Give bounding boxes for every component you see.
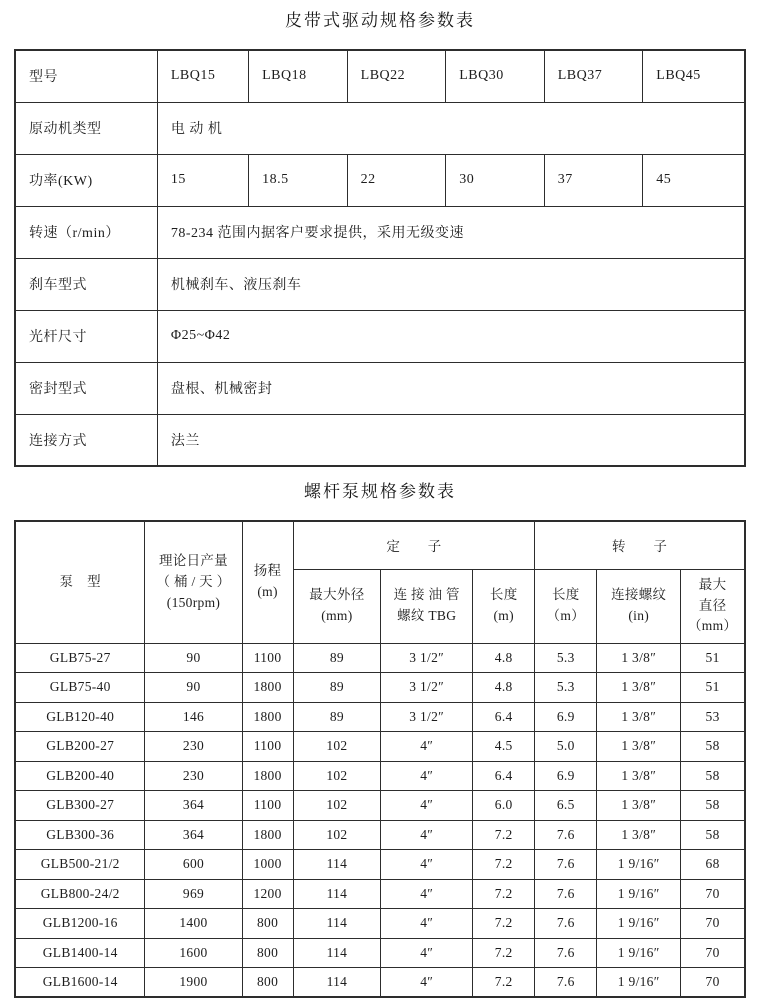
table-row: [15, 50, 745, 102]
table-cell: 3 1/2″: [381, 702, 473, 732]
table-row: [15, 206, 745, 258]
table-cell: 机械刹车、液压刹车: [157, 258, 745, 310]
row-label: GLB500-21/2: [15, 850, 145, 880]
table-cell: 90: [145, 673, 242, 703]
table-cell: 7.6: [535, 879, 597, 909]
table-cell: 70: [681, 879, 745, 909]
table-cell: 230: [145, 732, 242, 762]
table-cell: 5.3: [535, 643, 597, 673]
table-cell: 6.4: [473, 761, 535, 791]
table-cell: 102: [293, 732, 381, 762]
table-row: [15, 702, 745, 732]
row-label: 转速（r/min）: [15, 206, 157, 258]
table-cell: 4″: [381, 909, 473, 939]
screw-pump-table-body: [15, 643, 745, 997]
table-cell: 1100: [242, 791, 293, 821]
table-cell: 4″: [381, 761, 473, 791]
table-cell: 1 3/8″: [597, 702, 681, 732]
table-cell: 4.5: [473, 732, 535, 762]
column-header: 最大 直径 （mm）: [681, 569, 745, 643]
table-cell: 7.6: [535, 909, 597, 939]
row-label: GLB1400-14: [15, 938, 145, 968]
table-cell: 4″: [381, 732, 473, 762]
table-cell: 18.5: [249, 154, 348, 206]
table-row: [15, 938, 745, 968]
table-row: [15, 258, 745, 310]
column-header-pump-type: 泵 型: [15, 521, 145, 643]
table-cell: 7.2: [473, 879, 535, 909]
table-cell: 1800: [242, 673, 293, 703]
table-cell: 1100: [242, 732, 293, 762]
row-label: 功率(KW): [15, 154, 157, 206]
row-label: GLB120-40: [15, 702, 145, 732]
table-cell: 7.2: [473, 850, 535, 880]
table-row: [15, 414, 745, 466]
table-cell: 7.6: [535, 938, 597, 968]
table-cell: 70: [681, 938, 745, 968]
table-cell: 1 3/8″: [597, 791, 681, 821]
column-header: 最大外径 (mm): [293, 569, 381, 643]
table-cell: 6.9: [535, 761, 597, 791]
row-label: GLB200-40: [15, 761, 145, 791]
row-label: GLB1600-14: [15, 968, 145, 998]
table-row: [15, 879, 745, 909]
table-cell: 800: [242, 909, 293, 939]
table-cell: Φ25~Φ42: [157, 310, 745, 362]
table-cell: 364: [145, 820, 242, 850]
table-row: [15, 761, 745, 791]
table-cell: 102: [293, 761, 381, 791]
table-row: [15, 850, 745, 880]
table-cell: 70: [681, 909, 745, 939]
row-label: 刹车型式: [15, 258, 157, 310]
table-row: [15, 791, 745, 821]
table-cell: 68: [681, 850, 745, 880]
row-label: GLB200-27: [15, 732, 145, 762]
column-header: 连接螺纹 (in): [597, 569, 681, 643]
column-header-daily-output: 理论日产量 （ 桶 / 天 ） (150rpm): [145, 521, 242, 643]
table-cell: LBQ18: [249, 50, 348, 102]
table-cell: 7.6: [535, 968, 597, 998]
screw-pump-table-head: [15, 521, 745, 643]
table-cell: 6.5: [535, 791, 597, 821]
table-cell: 4″: [381, 791, 473, 821]
table-cell: 102: [293, 820, 381, 850]
table-cell: 7.2: [473, 938, 535, 968]
row-label: GLB75-27: [15, 643, 145, 673]
table-cell: 230: [145, 761, 242, 791]
row-label: 光杆尺寸: [15, 310, 157, 362]
table-cell: 89: [293, 673, 381, 703]
table-cell: 4″: [381, 968, 473, 998]
table-cell: 4.8: [473, 673, 535, 703]
table-cell: 1800: [242, 702, 293, 732]
header-group-row: [15, 521, 745, 569]
table-cell: LBQ45: [643, 50, 745, 102]
table-cell: 90: [145, 643, 242, 673]
screw-pump-table-title: 螺杆泵规格参数表: [304, 482, 456, 501]
row-label: 原动机类型: [15, 102, 157, 154]
row-label: 密封型式: [15, 362, 157, 414]
table-cell: 1 9/16″: [597, 879, 681, 909]
table-cell: 1800: [242, 820, 293, 850]
table-cell: 114: [293, 850, 381, 880]
belt-drive-table-title: 皮带式驱动规格参数表: [285, 11, 475, 30]
table-cell: 1 9/16″: [597, 938, 681, 968]
table-cell: LBQ22: [347, 50, 446, 102]
column-group-rotor: 转 子: [535, 521, 745, 569]
table-cell: 7.2: [473, 909, 535, 939]
column-header: 连 接 油 管 螺纹 TBG: [381, 569, 473, 643]
table-cell: 1000: [242, 850, 293, 880]
table-cell: 58: [681, 791, 745, 821]
table-cell: 89: [293, 643, 381, 673]
table-cell: 1100: [242, 643, 293, 673]
table-row: [15, 732, 745, 762]
table-cell: 法兰: [157, 414, 745, 466]
table-cell: 58: [681, 732, 745, 762]
row-label: GLB800-24/2: [15, 879, 145, 909]
table-cell: 114: [293, 879, 381, 909]
table-cell: 7.2: [473, 820, 535, 850]
table-cell: 1400: [145, 909, 242, 939]
table-cell: 37: [544, 154, 643, 206]
table-cell: 15: [157, 154, 248, 206]
table-cell: LBQ37: [544, 50, 643, 102]
table-cell: 4″: [381, 850, 473, 880]
table-cell: LBQ30: [446, 50, 545, 102]
row-label: GLB75-40: [15, 673, 145, 703]
table-cell: 30: [446, 154, 545, 206]
table-cell: 45: [643, 154, 745, 206]
column-header: 长度 （m）: [535, 569, 597, 643]
column-group-stator: 定 子: [293, 521, 535, 569]
table-cell: 114: [293, 968, 381, 998]
table-cell: 364: [145, 791, 242, 821]
column-header: 长度 (m): [473, 569, 535, 643]
column-header-lift: 扬程 (m): [242, 521, 293, 643]
row-label: 型号: [15, 50, 157, 102]
table-cell: 3 1/2″: [381, 673, 473, 703]
table-cell: 800: [242, 968, 293, 998]
row-label: GLB1200-16: [15, 909, 145, 939]
table-cell: 7.2: [473, 968, 535, 998]
table-cell: 6.9: [535, 702, 597, 732]
table-cell: 4.8: [473, 643, 535, 673]
row-label: 连接方式: [15, 414, 157, 466]
table-cell: 盘根、机械密封: [157, 362, 745, 414]
table-cell: 102: [293, 791, 381, 821]
row-label: GLB300-36: [15, 820, 145, 850]
table-cell: 1 9/16″: [597, 909, 681, 939]
table-cell: 78-234 范围内据客户要求提供，采用无级变速: [157, 206, 745, 258]
table-cell: LBQ15: [157, 50, 248, 102]
table-cell: 5.0: [535, 732, 597, 762]
table-cell: 1 3/8″: [597, 761, 681, 791]
table-cell: 114: [293, 938, 381, 968]
screw-pump-table: [14, 520, 746, 998]
table-cell: 1 9/16″: [597, 968, 681, 998]
table-cell: 1900: [145, 968, 242, 998]
table-cell: 58: [681, 761, 745, 791]
table-cell: 6.4: [473, 702, 535, 732]
table-cell: 58: [681, 820, 745, 850]
table-row: [15, 362, 745, 414]
table-row: [15, 154, 745, 206]
table-row: [15, 643, 745, 673]
table-cell: 4″: [381, 879, 473, 909]
table-cell: 1200: [242, 879, 293, 909]
table-cell: 4″: [381, 820, 473, 850]
table-cell: 1 3/8″: [597, 732, 681, 762]
table-cell: 5.3: [535, 673, 597, 703]
table-cell: 53: [681, 702, 745, 732]
table-cell: 969: [145, 879, 242, 909]
table-cell: 1800: [242, 761, 293, 791]
table-cell: 1 9/16″: [597, 850, 681, 880]
table-cell: 4″: [381, 938, 473, 968]
table-cell: 1 3/8″: [597, 643, 681, 673]
table-cell: 电 动 机: [157, 102, 745, 154]
table-row: [15, 102, 745, 154]
table-cell: 6.0: [473, 791, 535, 821]
table-cell: 22: [347, 154, 446, 206]
table-cell: 146: [145, 702, 242, 732]
row-label: GLB300-27: [15, 791, 145, 821]
table-cell: 7.6: [535, 850, 597, 880]
table-cell: 114: [293, 909, 381, 939]
table-cell: 600: [145, 850, 242, 880]
belt-drive-table: [14, 49, 746, 467]
table-row: [15, 909, 745, 939]
table-cell: 70: [681, 968, 745, 998]
table-cell: 7.6: [535, 820, 597, 850]
table-cell: 1600: [145, 938, 242, 968]
table-cell: 89: [293, 702, 381, 732]
table-cell: 51: [681, 673, 745, 703]
table-cell: 51: [681, 643, 745, 673]
table-row: [15, 820, 745, 850]
table-cell: 1 3/8″: [597, 820, 681, 850]
table-cell: 800: [242, 938, 293, 968]
table-cell: 1 3/8″: [597, 673, 681, 703]
table-cell: 3 1/2″: [381, 643, 473, 673]
table-row: [15, 673, 745, 703]
table-row: [15, 310, 745, 362]
